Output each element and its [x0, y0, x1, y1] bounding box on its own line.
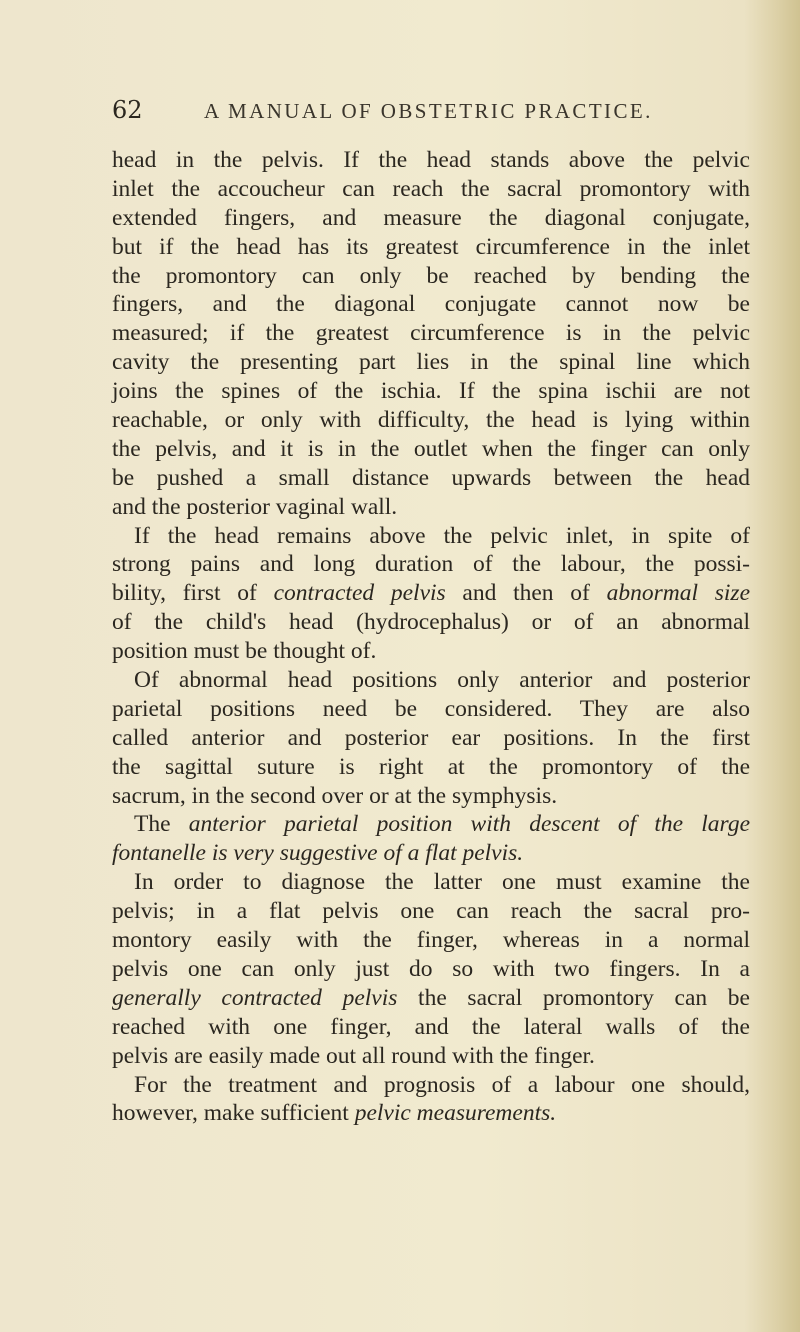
text-line: fingers, and the diagonal conjugate cannot now be — [112, 291, 750, 318]
page-header — [112, 96, 712, 132]
text-line: bility, first of contracted pelvis and then of abnormal size — [112, 580, 751, 607]
text-line: Of abnormal head positions only anterior and posterior — [134, 667, 750, 694]
text-line: be pushed a small distance upwards between the head — [112, 464, 750, 491]
text-line: The anterior parietal position with descent of the large — [134, 811, 751, 838]
text-line: head in the pelvis. If the head stands above the pelvic — [112, 147, 750, 173]
text-line: reached with one finger, and the lateral walls of the — [112, 1013, 750, 1040]
text-line: pelvis are easily made out all round with the finger. — [112, 1042, 595, 1069]
text-line: In order to diagnose the latter one must examine the — [134, 869, 750, 896]
text-line: If the head remains above the pelvic inlet, in spite of — [134, 522, 750, 549]
text-line: sacrum, in the second over or at the symphysis. — [112, 782, 558, 809]
text-line: montory easily with the finger, whereas in a normal — [112, 927, 750, 954]
text-line: generally contracted pelvis the sacral promontory can be — [112, 984, 750, 1011]
emphasis: fontanelle is very suggestive of a flat pelvis. — [112, 840, 524, 867]
text-line: however, make sufficient pelvic measurements. — [112, 1100, 557, 1127]
emphasis: anterior parietal position with descent of the large — [188, 811, 751, 838]
text-line: joins the spines of the ischia. If the spina ischii are not — [112, 378, 750, 405]
text-line: the pelvis, and it is in the outlet when the finger can only — [112, 435, 750, 462]
emphasis: generally contracted pelvis — [112, 984, 398, 1011]
text-line: For the treatment and prognosis of a labour one should, — [134, 1071, 750, 1098]
text-line — [112, 839, 750, 868]
text-line: of the child's head (hydrocephalus) or of an abnormal — [112, 609, 750, 636]
text-line: pelvis; in a flat pelvis one can reach the sacral pro- — [112, 898, 750, 925]
emphasis: pelvic measurements. — [354, 1100, 557, 1127]
text-line: but if the head has its greatest circumference in the inlet — [112, 233, 750, 260]
text-line: the sagittal suture is right at the promontory of the — [112, 753, 750, 780]
body-text — [112, 146, 750, 1128]
text-line: and the posterior vaginal wall. — [112, 493, 398, 520]
text-line: cavity the presenting part lies in the spinal line which — [112, 349, 750, 376]
running-head: A MANUAL OF OBSTETRIC PRACTICE. — [204, 99, 653, 123]
text-line: inlet the accoucheur can reach the sacral promontory with — [112, 175, 750, 202]
text-line: measured; if the greatest circumference is in the pelvic — [112, 320, 750, 347]
emphasis: contracted pelvis — [273, 580, 446, 607]
text-line: extended fingers, and measure the diagonal conjugate, — [112, 204, 750, 231]
text-line: reachable, or only with difficulty, the head is lying within — [112, 407, 750, 434]
text-line: position must be thought of. — [112, 638, 377, 665]
text-line: pelvis one can only just do so with two fingers. In a — [112, 955, 750, 982]
page-number: 62 — [112, 96, 143, 124]
text-line: called anterior and posterior ear positions. In the first — [112, 724, 750, 751]
emphasis: abnormal size — [606, 580, 751, 607]
text-line: strong pains and long duration of the labour, the possi- — [112, 551, 750, 578]
text-line: the promontory can only be reached by bending the — [112, 262, 750, 289]
text-line: parietal positions need be considered. They are also — [112, 695, 750, 722]
